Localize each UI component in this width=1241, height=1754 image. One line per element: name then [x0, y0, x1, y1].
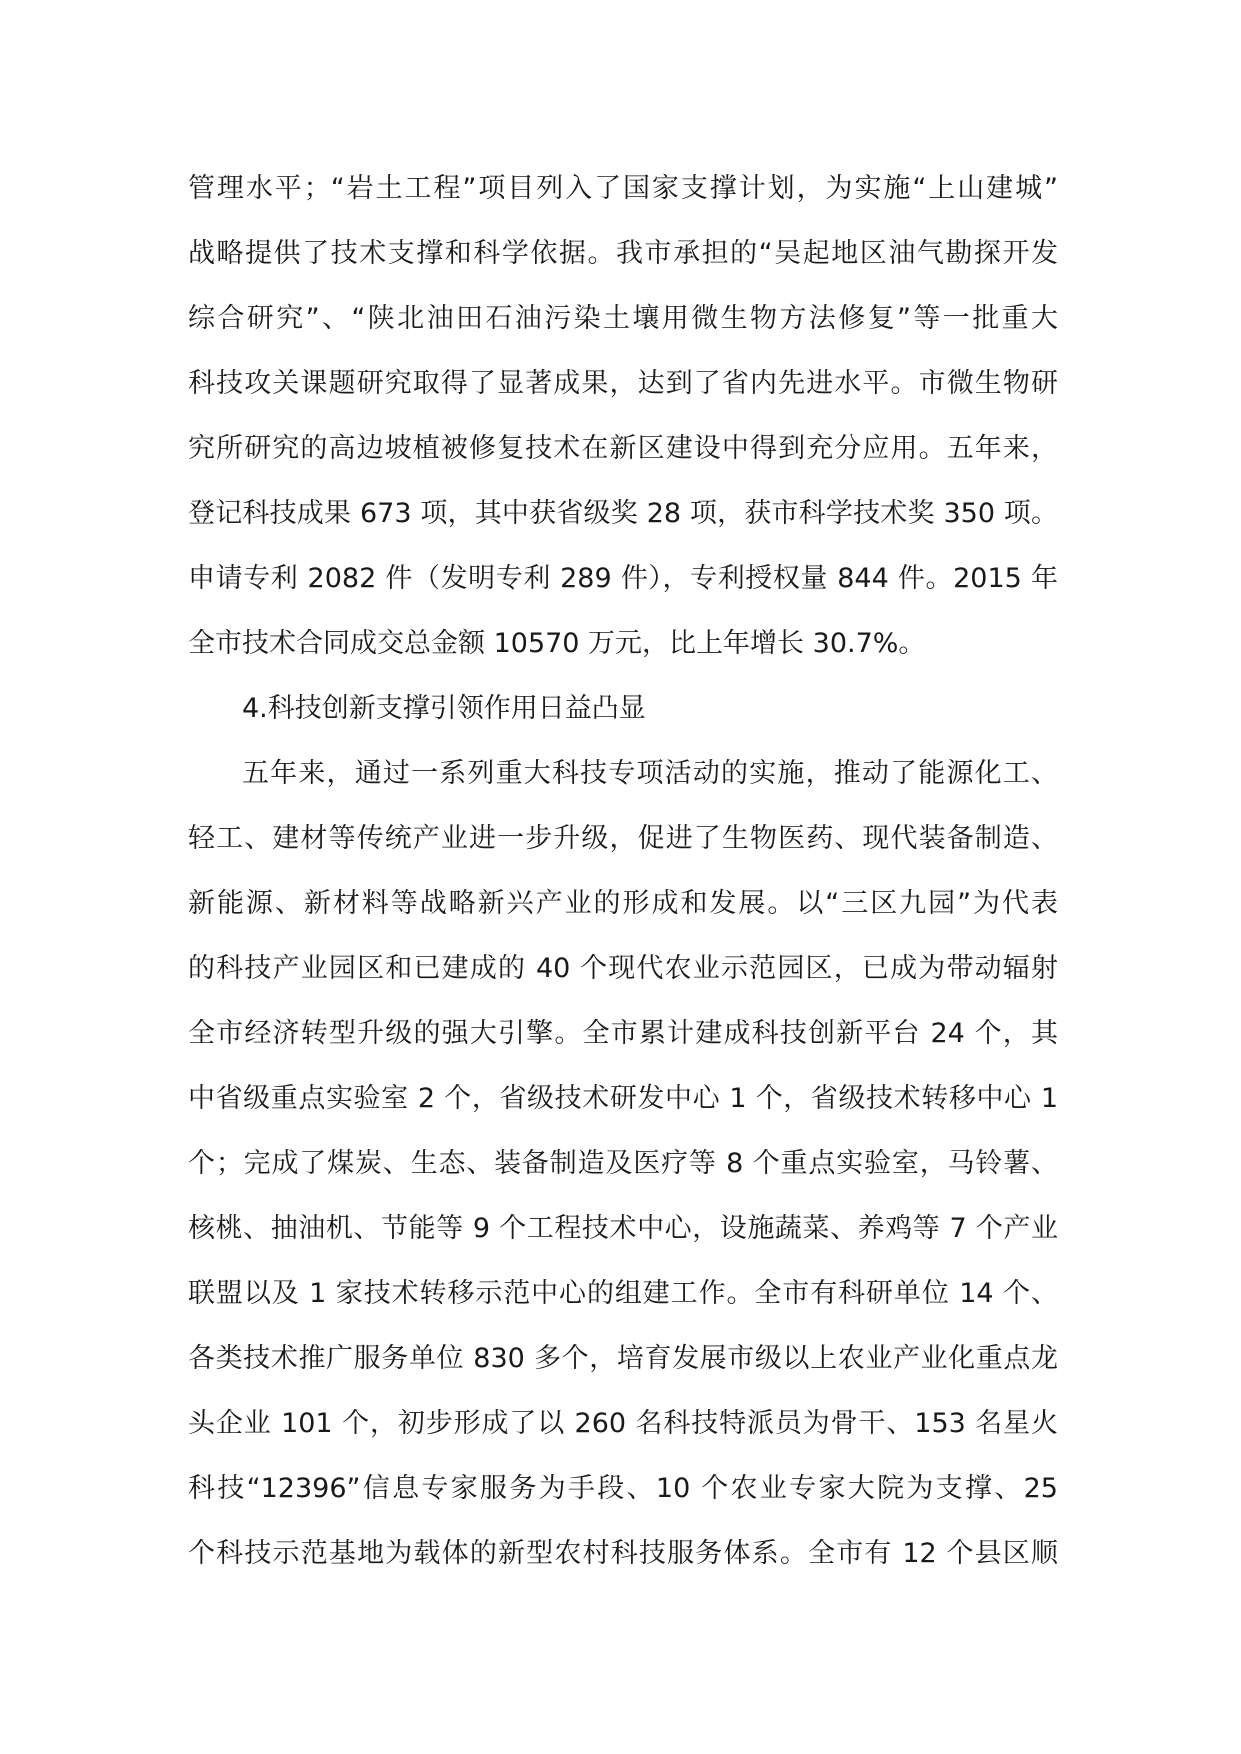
text-line: 登记科技成果 673 项，其中获省级奖 28 项，获市科学技术奖 350 项。	[188, 498, 1058, 529]
section-heading: 4.科技创新支撑引领作用日益凸显	[242, 693, 646, 724]
text-line: 综合研究”、“陕北油田石油污染土壤用微生物方法修复”等一批重大	[188, 303, 1058, 334]
text-line: 的科技产业园区和已建成的 40 个现代农业示范园区，已成为带动辐射	[188, 953, 1058, 984]
text-line: 五年来，通过一系列重大科技专项活动的实施，推动了能源化工、	[242, 758, 1058, 789]
text-line: 究所研究的高边坡植被修复技术在新区建设中得到充分应用。五年来，	[188, 433, 1058, 464]
text-line: 新能源、新材料等战略新兴产业的形成和发展。以“三区九园”为代表	[188, 888, 1058, 919]
text-line: 申请专利 2082 件（发明专利 289 件），专利授权量 844 件。2015 年	[188, 563, 1058, 594]
text-line: 科技“12396”信息专家服务为手段、10 个农业专家大院为支撑、25	[188, 1473, 1058, 1504]
text-line: 中省级重点实验室 2 个，省级技术研发中心 1 个，省级技术转移中心 1	[188, 1083, 1058, 1114]
text-line: 管理水平；“岩土工程”项目列入了国家支撑计划，为实施“上山建城”	[188, 173, 1058, 204]
text-line: 全市经济转型升级的强大引擎。全市累计建成科技创新平台 24 个，其	[188, 1018, 1058, 1049]
text-line: 全市技术合同成交总金额 10570 万元，比上年增长 30.7%。	[188, 628, 926, 659]
text-line: 战略提供了技术支撑和科学依据。我市承担的“吴起地区油气勘探开发	[188, 238, 1058, 269]
text-line: 各类技术推广服务单位 830 多个，培育发展市级以上农业产业化重点龙	[188, 1343, 1058, 1374]
text-line: 联盟以及 1 家技术转移示范中心的组建工作。全市有科研单位 14 个、	[188, 1278, 1058, 1309]
text-line: 科技攻关课题研究取得了显著成果，达到了省内先进水平。市微生物研	[188, 368, 1058, 399]
text-line: 核桃、抽油机、节能等 9 个工程技术中心，设施蔬菜、养鸡等 7 个产业	[188, 1213, 1058, 1244]
text-line: 头企业 101 个，初步形成了以 260 名科技特派员为骨干、153 名星火	[188, 1408, 1058, 1439]
text-line: 个科技示范基地为载体的新型农村科技服务体系。全市有 12 个县区顺	[188, 1538, 1058, 1569]
body-text	[188, 156, 1058, 1586]
text-line: 个；完成了煤炭、生态、装备制造及医疗等 8 个重点实验室，马铃薯、	[188, 1148, 1058, 1179]
text-line: 轻工、建材等传统产业进一步升级，促进了生物医药、现代装备制造、	[188, 823, 1058, 854]
